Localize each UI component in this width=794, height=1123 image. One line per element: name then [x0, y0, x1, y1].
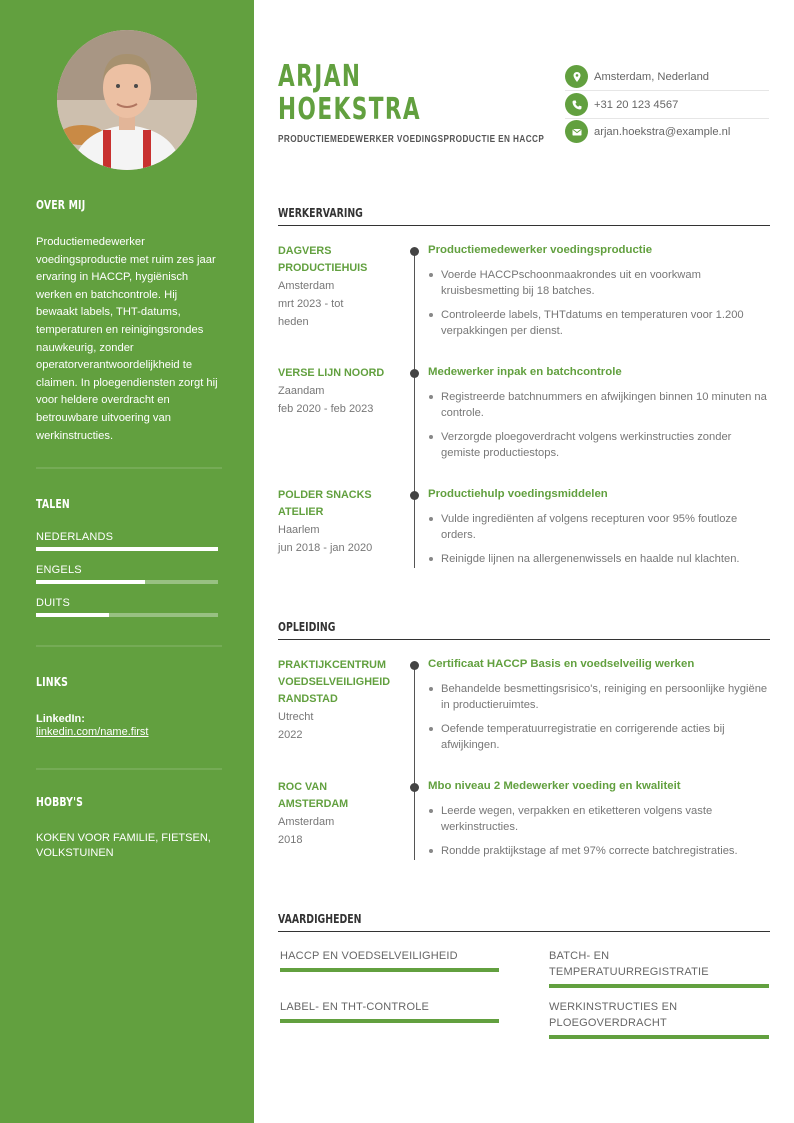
job-role: Productiehulp voedingsmiddelen: [428, 488, 608, 500]
language-level-fill: [36, 547, 218, 551]
job-role: Productiemedewerker voedingsproductie: [428, 244, 653, 256]
divider: [36, 768, 222, 770]
experience-heading: WERKERVARING: [278, 206, 770, 226]
employer-city: Amsterdam: [278, 280, 335, 292]
language-name: ENGELS: [36, 564, 82, 576]
hobbies-section: [36, 795, 218, 861]
contact-location: [565, 63, 769, 91]
skill-bar: [549, 984, 769, 988]
hobbies-text: KOKEN VOOR FAMILIE, FIETSEN, VOLKSTUINEN: [36, 832, 211, 859]
education-heading: OPLEIDING: [278, 620, 770, 640]
school-city: Utrecht: [278, 711, 314, 723]
list-item: Verzorgde ploegoverdracht volgens werkinstructies zonder gemiste productiestops.: [428, 429, 770, 461]
hobbies-heading: HOBBY'S: [36, 795, 84, 809]
location-pin-icon: [565, 65, 588, 88]
timeline-dot: [410, 247, 419, 256]
contact-phone-text: +31 20 123 4567: [594, 98, 679, 111]
skill-bar: [549, 1035, 769, 1039]
language-level-bar: [36, 613, 218, 617]
school-city: Amsterdam: [278, 816, 335, 828]
name-heading: [278, 60, 421, 126]
skill-name: HACCP EN VOEDSELVEILIGHEID: [280, 950, 458, 962]
contact-location-text: Amsterdam, Nederland: [594, 70, 710, 83]
last-name: HOEKSTRA: [278, 92, 422, 127]
divider: [36, 467, 222, 469]
language-name: NEDERLANDS: [36, 531, 114, 543]
education-dates: 2022: [278, 729, 303, 741]
list-item: Voerde HACCPschoonmaakrondes uit en voorkwam kruisbesmetting bij 18 batches.: [428, 267, 770, 299]
timeline-dot: [410, 783, 419, 792]
language-level-fill: [36, 580, 145, 584]
languages-section: [36, 497, 218, 617]
profile-photo: [57, 30, 197, 170]
language-level-bar: [36, 580, 218, 584]
employer-city: Haarlem: [278, 524, 320, 536]
skill-name: BATCH- EN TEMPERATUURREGISTRATIE: [549, 950, 709, 978]
link-label: LinkedIn:: [36, 713, 85, 725]
education-timeline: [414, 665, 415, 860]
degree-title: Certificaat HACCP Basis en voedselveilig werken: [428, 658, 695, 670]
education-dates: 2018: [278, 834, 303, 846]
phone-icon: [565, 93, 588, 116]
timeline-dot: [410, 369, 419, 378]
links-section: [36, 675, 218, 738]
list-item: Reinigde lijnen na allergenenwissels en haalde nul klachten.: [428, 551, 770, 567]
language-level-bar: [36, 547, 218, 551]
contact-phone: [565, 91, 769, 119]
language-name: DUITS: [36, 597, 70, 609]
timeline-dot: [410, 661, 419, 670]
language-level-fill: [36, 613, 109, 617]
language-item: [36, 531, 218, 551]
timeline-dot: [410, 491, 419, 500]
school-name: PRAKTIJKCENTRUM VOEDSELVEILIGHEID RANDSTAD: [278, 659, 390, 705]
employment-dates: jun 2018 - jan 2020: [278, 542, 373, 554]
skill-name: LABEL- EN THT-CONTROLE: [280, 1001, 430, 1013]
list-item: Behandelde besmettingsrisico's, reiniging en persoonlijke hygiëne in productieruimtes.: [428, 681, 770, 713]
degree-title: Mbo niveau 2 Medewerker voeding en kwaliteit: [428, 780, 681, 792]
employer-name: VERSE LIJN NOORD: [278, 367, 385, 379]
list-item: Oefende temperatuurregistratie en corrigerende acties bij afwijkingen.: [428, 721, 770, 753]
skill-name: WERKINSTRUCTIES EN PLOEGOVERDRACHT: [549, 1001, 678, 1029]
skill-bar: [280, 1019, 499, 1023]
employer-name: POLDER SNACKS ATELIER: [278, 489, 372, 518]
links-heading: LINKS: [36, 675, 69, 689]
language-item: [36, 597, 218, 617]
employer-city: Zaandam: [278, 385, 325, 397]
list-item: Registreerde batchnummers en afwijkingen binnen 10 minuten na controle.: [428, 389, 770, 421]
job-role: Medewerker inpak en batchcontrole: [428, 366, 622, 378]
employment-dates: mrt 2023 - tot heden: [278, 298, 344, 328]
about-text: Productiemedewerker voedingsproductie met ruim zes jaar ervaring in HACCP, hygiënisch werken en batchcontrole. Hij bewaakt labels, THT-datums, temperaturen en reinigingsrondes nauwkeurig, zonder operatorverantwoordelijkheid te claimen. In ploegendiensten zorgt hij voor heldere overdracht en betrouwbare uitvoering van werkinstructies.: [36, 236, 218, 442]
contact-email: [565, 118, 769, 145]
languages-heading: TALEN: [36, 497, 70, 511]
about-heading: OVER MIJ: [36, 198, 86, 212]
experience-timeline: [414, 251, 415, 568]
skills-heading: VAARDIGHEDEN: [278, 912, 770, 932]
contact-email-text[interactable]: arjan.hoekstra@example.nl: [594, 125, 731, 138]
skill-item: [549, 999, 769, 1039]
list-item: Leerde wegen, verpakken en etiketteren volgens vaste werkinstructies.: [428, 803, 770, 835]
employment-dates: feb 2020 - feb 2023: [278, 403, 374, 415]
skill-item: [549, 948, 769, 988]
about-section: [36, 198, 218, 445]
envelope-icon: [565, 120, 588, 143]
divider: [36, 645, 222, 647]
employer-name: DAGVERS PRODUCTIEHUIS: [278, 245, 368, 274]
first-name: ARJAN: [278, 59, 362, 94]
skill-item: [280, 948, 500, 972]
sidebar: [0, 0, 254, 1123]
school-name: ROC VAN AMSTERDAM: [278, 781, 349, 810]
linkedin-link[interactable]: linkedin.com/name.first: [36, 726, 149, 738]
list-item: Vulde ingrediënten af volgens recepturen voor 95% foutloze orders.: [428, 511, 770, 543]
skill-bar: [280, 968, 499, 972]
language-item: [36, 564, 218, 584]
job-title: PRODUCTIEMEDEWERKER VOEDINGSPRODUCTIE EN HACCP: [278, 134, 545, 145]
list-item: Rondde praktijkstage af met 97% correcte batchregistraties.: [428, 843, 770, 859]
list-item: Controleerde labels, THTdatums en temperaturen voor 1.200 verpakkingen per dienst.: [428, 307, 770, 339]
skill-item: [280, 999, 500, 1023]
